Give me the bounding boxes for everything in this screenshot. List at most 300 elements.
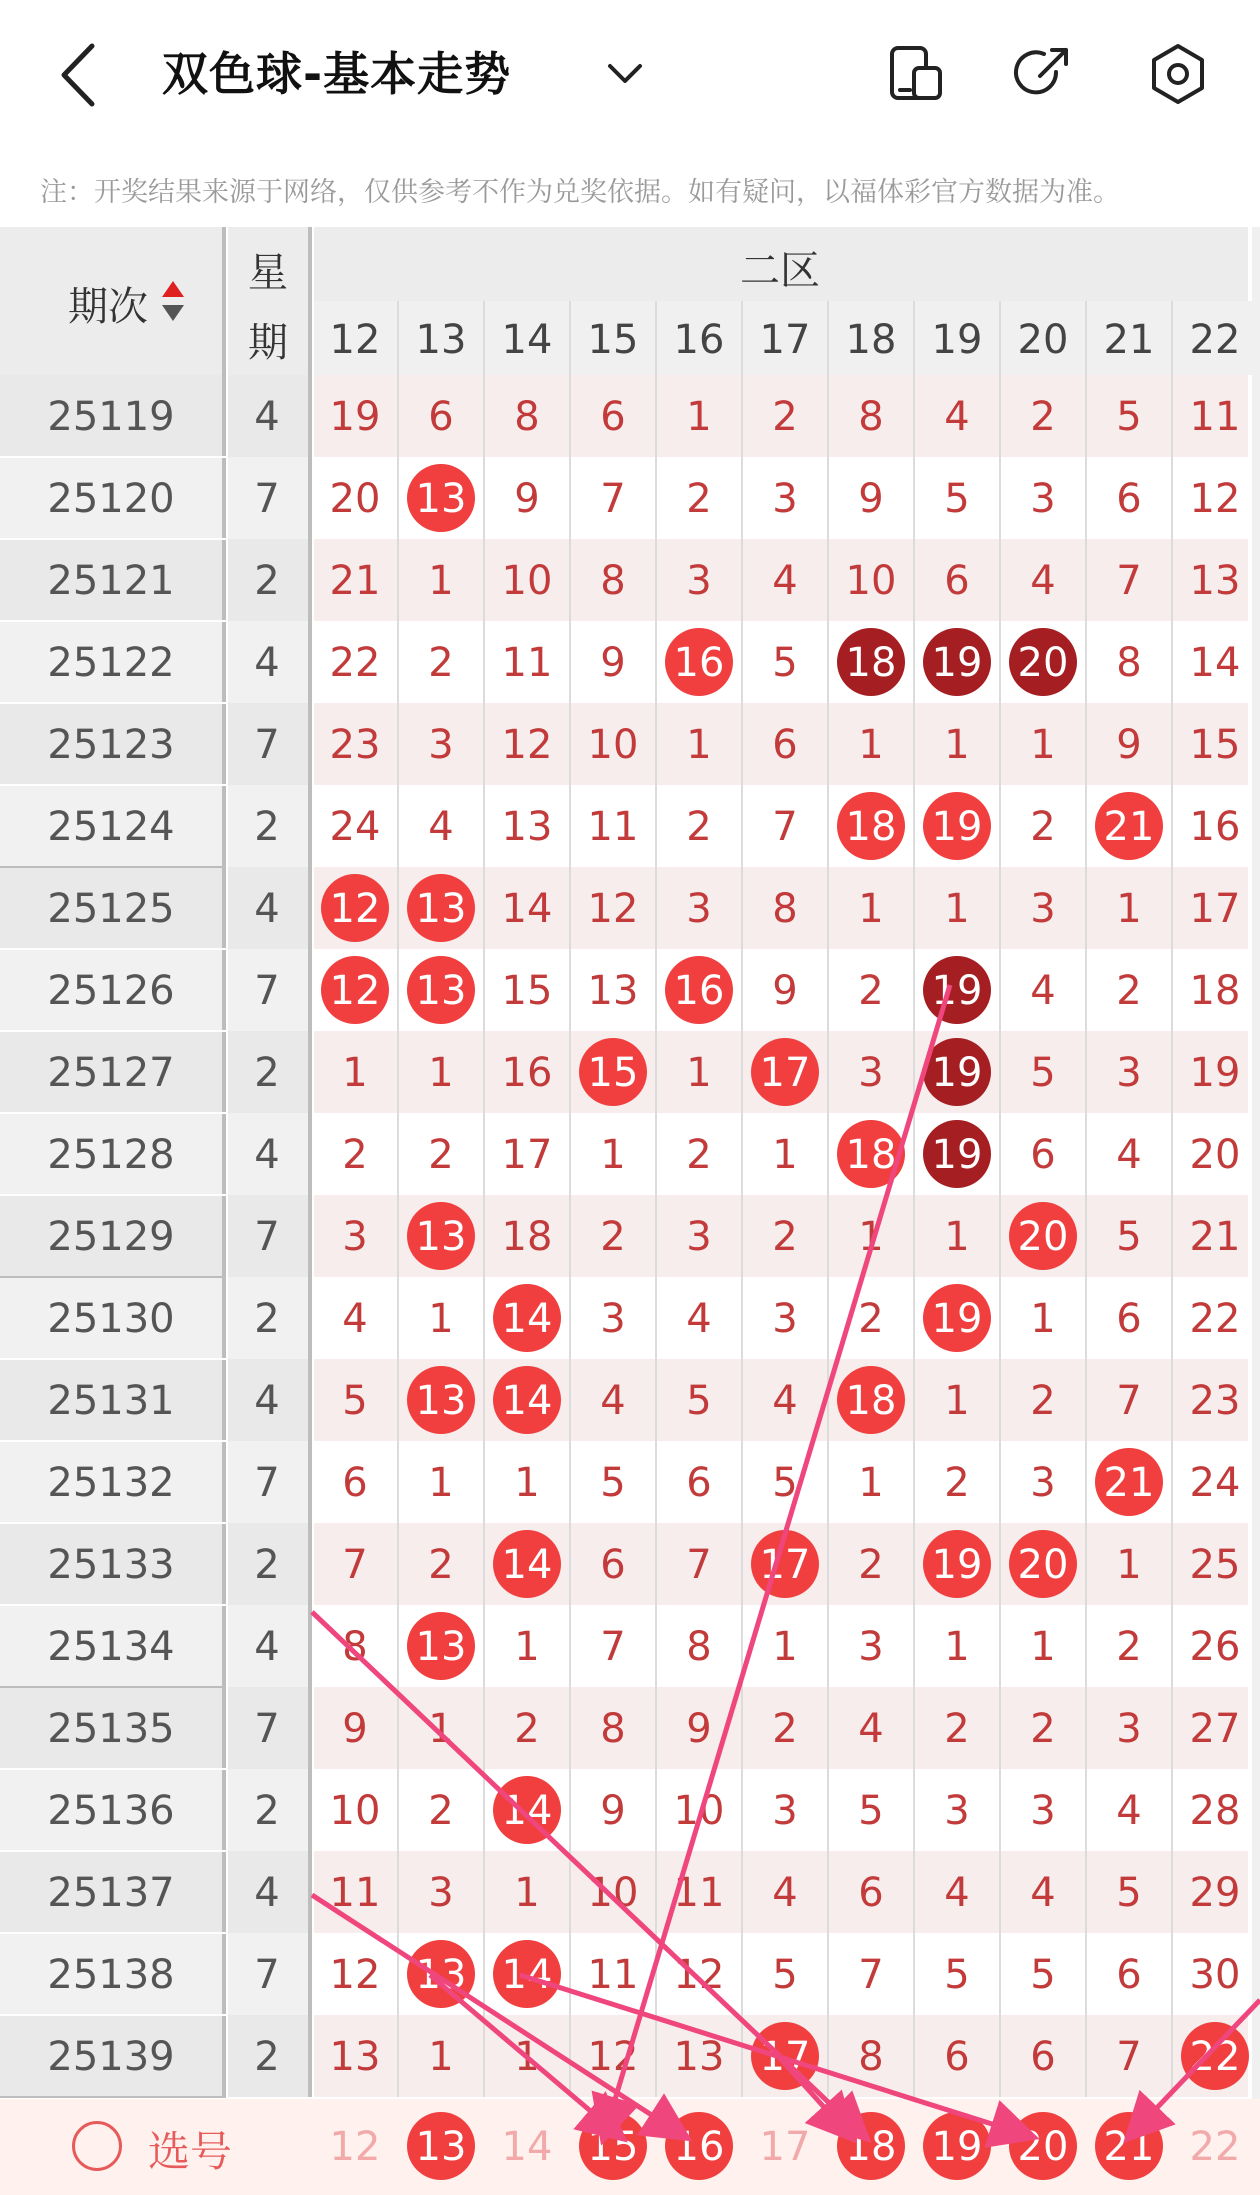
- miss-count-cell: 3: [686, 558, 712, 604]
- miss-count-cell: 1: [1116, 1542, 1142, 1588]
- table-row: [0, 949, 1260, 1031]
- table-row: [0, 1441, 1260, 1523]
- issue-cell: 25126: [0, 949, 222, 1031]
- issue-cell: 25138: [0, 1933, 222, 2015]
- hit-ball: 14: [493, 1284, 561, 1352]
- miss-count-cell: 16: [501, 1050, 553, 1096]
- miss-count-cell: 2: [772, 1706, 798, 1752]
- hit-ball: 19: [923, 1284, 991, 1352]
- select-ball-selected[interactable]: 21: [1095, 2112, 1163, 2180]
- miss-count-cell: 23: [1189, 1378, 1241, 1424]
- miss-count-cell: 1: [686, 1050, 712, 1096]
- miss-count-cell: 16: [1189, 804, 1241, 850]
- issue-cell: 25131: [0, 1359, 222, 1441]
- week-cell: 4: [226, 375, 308, 457]
- miss-count-cell: 12: [587, 886, 639, 932]
- miss-count-cell: 2: [858, 1296, 884, 1342]
- miss-count-cell: 11: [673, 1870, 725, 1916]
- miss-count-cell: 1: [1030, 1624, 1056, 1670]
- miss-count-cell: 11: [1189, 394, 1241, 440]
- table-row: [0, 1277, 1260, 1359]
- miss-count-cell: 9: [514, 476, 540, 522]
- select-ball-selected[interactable]: 20: [1009, 2112, 1077, 2180]
- miss-count-cell: 9: [600, 640, 626, 686]
- miss-count-cell: 3: [686, 886, 712, 932]
- hit-ball: 13: [407, 1202, 475, 1270]
- miss-count-cell: 30: [1189, 1952, 1241, 1998]
- miss-count-cell: 1: [428, 2034, 454, 2080]
- trend-table: [0, 227, 1260, 2195]
- miss-count-cell: 5: [1116, 1214, 1142, 1260]
- miss-count-cell: 2: [600, 1214, 626, 1260]
- row-separator: [0, 2096, 226, 2098]
- miss-count-cell: 4: [858, 1706, 884, 1752]
- phone-icon[interactable]: [884, 42, 948, 106]
- miss-count-cell: 9: [772, 968, 798, 1014]
- miss-count-cell: 10: [587, 1870, 639, 1916]
- miss-count-cell: 9: [342, 1706, 368, 1752]
- column-header-22: 22: [1172, 301, 1258, 375]
- hit-ball: 20: [1009, 1202, 1077, 1270]
- issue-cell: 25132: [0, 1441, 222, 1523]
- miss-count-cell: 24: [329, 804, 381, 850]
- miss-count-cell: 13: [329, 2034, 381, 2080]
- miss-count-cell: 21: [1189, 1214, 1241, 1260]
- week-cell: 4: [226, 867, 308, 949]
- table-row: [0, 621, 1260, 703]
- hit-ball: 13: [407, 1612, 475, 1680]
- row-separator: [0, 1768, 226, 1770]
- miss-count-cell: 3: [600, 1296, 626, 1342]
- miss-count-cell: 14: [501, 886, 553, 932]
- miss-count-cell: 3: [772, 1788, 798, 1834]
- row-separator: [0, 456, 226, 458]
- miss-count-cell: 5: [600, 1460, 626, 1506]
- hit-ball: 19: [923, 1530, 991, 1598]
- miss-count-cell: 7: [342, 1542, 368, 1588]
- row-separator: [0, 1194, 226, 1196]
- miss-count-cell: 1: [944, 1214, 970, 1260]
- miss-count-cell: 9: [686, 1706, 712, 1752]
- miss-count-cell: 2: [428, 1132, 454, 1178]
- miss-count-cell: 2: [944, 1460, 970, 1506]
- select-ball-selected[interactable]: 18: [837, 2112, 905, 2180]
- miss-count-cell: 1: [772, 1624, 798, 1670]
- miss-count-cell: 4: [600, 1378, 626, 1424]
- issue-cell: 25125: [0, 867, 222, 949]
- hit-ball: 20: [1009, 1530, 1077, 1598]
- row-separator: [0, 620, 226, 622]
- issue-cell: 25135: [0, 1687, 222, 1769]
- miss-count-cell: 3: [772, 476, 798, 522]
- miss-count-cell: 1: [514, 1624, 540, 1670]
- hit-ball: 13: [407, 464, 475, 532]
- week-cell: 7: [226, 1441, 308, 1523]
- issue-cell: 25130: [0, 1277, 222, 1359]
- miss-count-cell: 5: [944, 476, 970, 522]
- miss-count-cell: 1: [1030, 1296, 1056, 1342]
- disclaimer-note: 注：开奖结果来源于网络，仅供参考不作为兑奖依据。如有疑问，以福体彩官方数据为准。: [40, 177, 1120, 208]
- settings-icon[interactable]: [1146, 42, 1210, 106]
- miss-count-cell: 7: [600, 1624, 626, 1670]
- hit-ball: 14: [493, 1940, 561, 2008]
- week-cell: 4: [226, 1113, 308, 1195]
- week-cell: 2: [226, 1277, 308, 1359]
- miss-count-cell: 4: [1116, 1788, 1142, 1834]
- miss-count-cell: 6: [600, 1542, 626, 1588]
- miss-count-cell: 2: [1030, 394, 1056, 440]
- miss-count-cell: 2: [1116, 1624, 1142, 1670]
- miss-count-cell: 6: [1116, 1296, 1142, 1342]
- miss-count-cell: 8: [514, 394, 540, 440]
- week-cell: 4: [226, 621, 308, 703]
- miss-count-cell: 2: [686, 476, 712, 522]
- miss-count-cell: 7: [1116, 558, 1142, 604]
- miss-count-cell: 29: [1189, 1870, 1241, 1916]
- miss-count-cell: 1: [428, 558, 454, 604]
- miss-count-cell: 10: [673, 1788, 725, 1834]
- miss-count-cell: 1: [772, 1132, 798, 1178]
- hit-ball: 18: [837, 1120, 905, 1188]
- table-row: [0, 457, 1260, 539]
- issue-cell: 25122: [0, 621, 222, 703]
- issue-cell: 25137: [0, 1851, 222, 1933]
- column-header-14: 14: [484, 301, 570, 375]
- hit-ball: 18: [837, 628, 905, 696]
- hit-ball: 13: [407, 874, 475, 942]
- miss-count-cell: 7: [772, 804, 798, 850]
- miss-count-cell: 3: [428, 722, 454, 768]
- miss-count-cell: 4: [944, 394, 970, 440]
- miss-count-cell: 6: [858, 1870, 884, 1916]
- issue-cell: 25129: [0, 1195, 222, 1277]
- miss-count-cell: 6: [342, 1460, 368, 1506]
- miss-count-cell: 9: [858, 476, 884, 522]
- miss-count-cell: 7: [1116, 2034, 1142, 2080]
- miss-count-cell: 1: [428, 1296, 454, 1342]
- issue-cell: 25121: [0, 539, 222, 621]
- select-ball-selected[interactable]: 13: [407, 2112, 475, 2180]
- row-separator: [0, 702, 226, 704]
- row-separator: [0, 1112, 226, 1114]
- miss-count-cell: 5: [1030, 1952, 1056, 1998]
- miss-count-cell: 3: [772, 1296, 798, 1342]
- hit-ball: 17: [751, 1530, 819, 1598]
- issue-cell: 25133: [0, 1523, 222, 1605]
- miss-count-cell: 4: [1030, 1870, 1056, 1916]
- issue-cell: 25128: [0, 1113, 222, 1195]
- miss-count-cell: 3: [858, 1050, 884, 1096]
- miss-count-cell: 3: [1030, 886, 1056, 932]
- miss-count-cell: 7: [600, 476, 626, 522]
- hit-ball: 18: [837, 1366, 905, 1434]
- week-cell: 7: [226, 457, 308, 539]
- miss-count-cell: 1: [858, 1214, 884, 1260]
- row-separator: [0, 1932, 226, 1934]
- miss-count-cell: 12: [673, 1952, 725, 1998]
- miss-count-cell: 2: [772, 1214, 798, 1260]
- share-icon[interactable]: [1010, 42, 1074, 106]
- miss-count-cell: 9: [1116, 722, 1142, 768]
- sort-icon[interactable]: [160, 277, 186, 325]
- select-bar: [0, 2099, 1260, 2195]
- hit-ball: 16: [665, 628, 733, 696]
- miss-count-cell: 4: [1030, 558, 1056, 604]
- hit-ball: 15: [579, 1038, 647, 1106]
- select-ball[interactable]: 14: [501, 2124, 553, 2170]
- table-row: [0, 1687, 1260, 1769]
- miss-count-cell: 8: [1116, 640, 1142, 686]
- miss-count-cell: 5: [858, 1788, 884, 1834]
- hit-ball: 13: [407, 1366, 475, 1434]
- miss-count-cell: 2: [428, 1542, 454, 1588]
- row-separator: [0, 1030, 226, 1032]
- hit-ball: 19: [923, 956, 991, 1024]
- miss-count-cell: 1: [514, 1460, 540, 1506]
- miss-count-cell: 22: [1189, 1296, 1241, 1342]
- miss-count-cell: 6: [772, 722, 798, 768]
- miss-count-cell: 17: [1189, 886, 1241, 932]
- week-cell: 7: [226, 1195, 308, 1277]
- miss-count-cell: 1: [514, 2034, 540, 2080]
- grid-line: [1085, 301, 1087, 2097]
- miss-count-cell: 1: [686, 394, 712, 440]
- miss-count-cell: 12: [1189, 476, 1241, 522]
- miss-count-cell: 3: [1030, 476, 1056, 522]
- row-separator: [0, 1276, 226, 1278]
- miss-count-cell: 7: [858, 1952, 884, 1998]
- week-cell: 7: [226, 1933, 308, 2015]
- select-ball[interactable]: 12: [329, 2124, 381, 2170]
- hit-ball: 13: [407, 956, 475, 1024]
- hit-ball: 16: [665, 956, 733, 1024]
- miss-count-cell: 20: [1189, 1132, 1241, 1178]
- column-header-13: 13: [398, 301, 484, 375]
- grid-line: [569, 301, 571, 2097]
- select-ball[interactable]: 17: [759, 2124, 811, 2170]
- miss-count-cell: 1: [944, 1624, 970, 1670]
- miss-count-cell: 8: [342, 1624, 368, 1670]
- grid-line: [913, 301, 915, 2097]
- miss-count-cell: 6: [944, 2034, 970, 2080]
- hit-ball: 19: [923, 1038, 991, 1106]
- miss-count-cell: 22: [329, 640, 381, 686]
- miss-count-cell: 5: [1116, 394, 1142, 440]
- hit-ball: 17: [751, 2022, 819, 2090]
- row-separator: [0, 784, 226, 786]
- miss-count-cell: 1: [944, 722, 970, 768]
- miss-count-cell: 23: [329, 722, 381, 768]
- hit-ball: 12: [321, 956, 389, 1024]
- column-header-12: 12: [312, 301, 398, 375]
- zone-label: 二区: [740, 248, 820, 294]
- hit-ball: 19: [923, 1120, 991, 1188]
- miss-count-cell: 10: [845, 558, 897, 604]
- miss-count-cell: 11: [329, 1870, 381, 1916]
- grid-line: [655, 301, 657, 2097]
- hit-ball: 22: [1181, 2022, 1249, 2090]
- miss-count-cell: 3: [1116, 1050, 1142, 1096]
- miss-count-cell: 6: [428, 394, 454, 440]
- miss-count-cell: 11: [587, 804, 639, 850]
- miss-count-cell: 6: [1030, 1132, 1056, 1178]
- miss-count-cell: 12: [587, 2034, 639, 2080]
- miss-count-cell: 2: [428, 1788, 454, 1834]
- table-row: [0, 1195, 1260, 1277]
- page-title[interactable]: 双色球-基本走势: [162, 47, 512, 101]
- miss-count-cell: 7: [686, 1542, 712, 1588]
- select-label[interactable]: 选号: [148, 2127, 233, 2176]
- row-separator: [0, 1850, 226, 1852]
- chevron-down-icon[interactable]: [600, 48, 650, 98]
- miss-count-cell: 4: [772, 1870, 798, 1916]
- miss-count-cell: 3: [944, 1788, 970, 1834]
- week-cell: 7: [226, 949, 308, 1031]
- column-headers: [312, 301, 1248, 375]
- issue-header[interactable]: [0, 227, 222, 375]
- miss-count-cell: 1: [944, 1378, 970, 1424]
- miss-count-cell: 2: [858, 1542, 884, 1588]
- miss-count-cell: 8: [600, 558, 626, 604]
- hit-ball: 14: [493, 1366, 561, 1434]
- column-header-18: 18: [828, 301, 914, 375]
- miss-count-cell: 8: [858, 394, 884, 440]
- miss-count-cell: 5: [1030, 1050, 1056, 1096]
- miss-count-cell: 20: [329, 476, 381, 522]
- table-row: [0, 1523, 1260, 1605]
- week-header-label-2: 期: [248, 320, 288, 366]
- column-header-21: 21: [1086, 301, 1172, 375]
- miss-count-cell: 12: [329, 1952, 381, 1998]
- miss-count-cell: 2: [342, 1132, 368, 1178]
- miss-count-cell: 27: [1189, 1706, 1241, 1752]
- miss-count-cell: 13: [587, 968, 639, 1014]
- miss-count-cell: 13: [1189, 558, 1241, 604]
- grid-line: [483, 301, 485, 2097]
- miss-count-cell: 12: [501, 722, 553, 768]
- miss-count-cell: 26: [1189, 1624, 1241, 1670]
- miss-count-cell: 4: [428, 804, 454, 850]
- miss-count-cell: 1: [686, 722, 712, 768]
- table-row: [0, 867, 1260, 949]
- miss-count-cell: 2: [686, 1132, 712, 1178]
- miss-count-cell: 10: [501, 558, 553, 604]
- miss-count-cell: 13: [501, 804, 553, 850]
- table-row: [0, 1851, 1260, 1933]
- week-cell: 2: [226, 1769, 308, 1851]
- week-cell: 2: [226, 539, 308, 621]
- row-separator: [0, 2014, 226, 2016]
- select-ball-selected[interactable]: 19: [923, 2112, 991, 2180]
- issue-header-label: 期次: [68, 284, 148, 330]
- miss-count-cell: 2: [858, 968, 884, 1014]
- select-radio[interactable]: [72, 2121, 122, 2171]
- column-header-20: 20: [1000, 301, 1086, 375]
- week-cell: 2: [226, 785, 308, 867]
- miss-count-cell: 25: [1189, 1542, 1241, 1588]
- miss-count-cell: 6: [1030, 2034, 1056, 2080]
- miss-count-cell: 2: [1030, 1378, 1056, 1424]
- week-header-label-1: 星: [248, 250, 288, 296]
- miss-count-cell: 3: [1116, 1706, 1142, 1752]
- miss-count-cell: 1: [858, 886, 884, 932]
- table-row: [0, 1605, 1260, 1687]
- grid-line: [741, 301, 743, 2097]
- grid-line: [1171, 301, 1173, 2097]
- week-header: [226, 227, 308, 375]
- miss-count-cell: 10: [329, 1788, 381, 1834]
- table-row: [0, 539, 1260, 621]
- grid-line: [226, 227, 228, 2097]
- week-cell: 2: [226, 1031, 308, 1113]
- select-ball-selected[interactable]: 15: [579, 2112, 647, 2180]
- hit-ball: 14: [493, 1776, 561, 1844]
- miss-count-cell: 11: [501, 640, 553, 686]
- zone-header: [312, 227, 1248, 301]
- week-cell: 2: [226, 1523, 308, 1605]
- miss-count-cell: 1: [428, 1460, 454, 1506]
- miss-count-cell: 5: [772, 1952, 798, 1998]
- miss-count-cell: 5: [772, 1460, 798, 1506]
- miss-count-cell: 2: [944, 1706, 970, 1752]
- miss-count-cell: 4: [772, 1378, 798, 1424]
- miss-count-cell: 10: [587, 722, 639, 768]
- issue-cell: 25127: [0, 1031, 222, 1113]
- miss-count-cell: 19: [1189, 1050, 1241, 1096]
- miss-count-cell: 15: [501, 968, 553, 1014]
- miss-count-cell: 21: [329, 558, 381, 604]
- week-cell: 2: [226, 2015, 308, 2097]
- miss-count-cell: 6: [600, 394, 626, 440]
- row-separator: [0, 538, 226, 540]
- select-ball[interactable]: 22: [1189, 2124, 1241, 2170]
- scroll-edge: [1252, 227, 1260, 2195]
- row-separator: [0, 1440, 226, 1442]
- miss-count-cell: 4: [1116, 1132, 1142, 1178]
- table-row: [0, 703, 1260, 785]
- select-ball-selected[interactable]: 16: [665, 2112, 733, 2180]
- table-row: [0, 785, 1260, 867]
- miss-count-cell: 1: [944, 886, 970, 932]
- table-row: [0, 1113, 1260, 1195]
- miss-count-cell: 2: [686, 804, 712, 850]
- grid-line: [827, 301, 829, 2097]
- miss-count-cell: 13: [673, 2034, 725, 2080]
- miss-count-cell: 24: [1189, 1460, 1241, 1506]
- grid-line: [312, 227, 314, 2097]
- miss-count-cell: 4: [772, 558, 798, 604]
- issue-cell: 25119: [0, 375, 222, 457]
- column-header-16: 16: [656, 301, 742, 375]
- hit-ball: 19: [923, 628, 991, 696]
- miss-count-cell: 8: [686, 1624, 712, 1670]
- miss-count-cell: 4: [342, 1296, 368, 1342]
- miss-count-cell: 2: [428, 640, 454, 686]
- hit-ball: 17: [751, 1038, 819, 1106]
- back-icon[interactable]: [40, 30, 120, 120]
- miss-count-cell: 11: [587, 1952, 639, 1998]
- issue-cell: 25123: [0, 703, 222, 785]
- miss-count-cell: 1: [1030, 722, 1056, 768]
- row-separator: [0, 948, 226, 950]
- row-separator: [0, 1358, 226, 1360]
- miss-count-cell: 1: [342, 1050, 368, 1096]
- miss-count-cell: 2: [1030, 804, 1056, 850]
- issue-cell: 25120: [0, 457, 222, 539]
- issue-cell: 25139: [0, 2015, 222, 2097]
- hit-ball: 20: [1009, 628, 1077, 696]
- miss-count-cell: 3: [858, 1624, 884, 1670]
